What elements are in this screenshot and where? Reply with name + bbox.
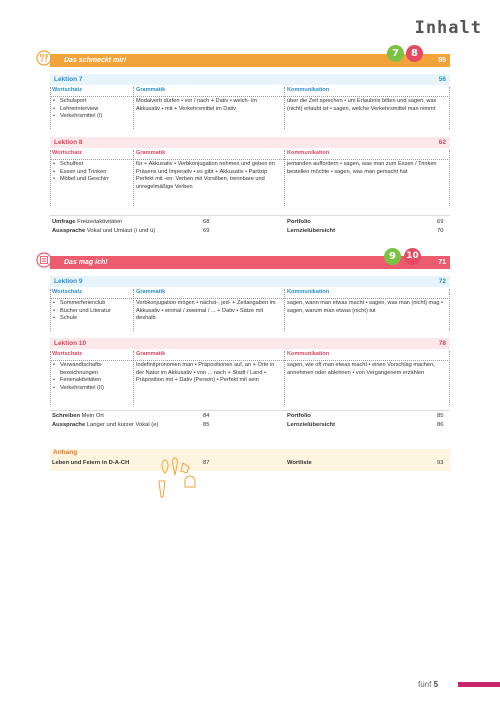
col-header-grammatik: Grammatik: [136, 150, 166, 156]
lektion-page: 72: [438, 278, 446, 285]
col-header-kommunikation: Kommunikation: [287, 87, 330, 93]
col-header-wortschatz: Wortschatz: [52, 289, 83, 295]
anhang-wortliste-label: Wortliste: [287, 460, 312, 466]
lektion-9-table: [50, 289, 450, 331]
list-item: • Essen und Trinken: [52, 169, 132, 177]
grammatik-text: Modalverb dürfen • vor / nach + Dativ • welch- im Akkusativ • mit + Verkehrsmittel im Dativ: [136, 98, 257, 112]
portfolio-page: 69: [437, 219, 444, 225]
list-item: • Schule: [52, 315, 132, 323]
lektion-7-bar: [50, 74, 450, 85]
schreiben-label: Schreiben: [52, 413, 81, 419]
footer-accent-bar: [458, 682, 500, 687]
portfolio-label: Portfolio: [287, 219, 311, 225]
kommunikation-text: sagen, wann man etwas macht • sagen, was man (nicht) mag • sagen, warum man etwas (nicht) tut: [287, 300, 443, 314]
kommunikation-text: über die Zeit sprechen • um Erlaubnis bitten und sagen, was (nicht) erlaubt ist • sagen, welche Verkehrsmittel man nimmt: [287, 98, 437, 112]
lektion-label: Lektion 9: [54, 278, 83, 285]
lektion-label: Lektion 7: [54, 76, 83, 83]
portfolio-page: 85: [437, 413, 444, 419]
lesson-number-badge: 7: [387, 45, 404, 62]
anhang-leben-page: 87: [203, 460, 210, 466]
chapter-1-extras: [50, 219, 450, 239]
col-header-kommunikation: Kommunikation: [287, 150, 330, 156]
list-item: • Schulsport: [52, 98, 132, 106]
lesson-number-badge: 8: [406, 45, 423, 62]
wortschatz-list: [52, 98, 132, 121]
list-item: • Verkehrsmittel (II): [52, 385, 132, 393]
celebration-illustration: [155, 455, 200, 500]
umfrage-label: Umfrage: [52, 219, 76, 225]
wortschatz-list: [52, 362, 132, 392]
lektion-label: Lektion 10: [54, 340, 87, 347]
list-item: • Lehrerinterview: [52, 106, 132, 114]
anhang-leben-label: Leben und Feiern in D-A-CH: [52, 460, 130, 466]
kommunikation-text: sagen, wie oft man etwas macht • einen Vorschlag machen, annehmen oder ablehnen • von Vergangenem erzählen: [287, 362, 435, 376]
col-header-kommunikation: Kommunikation: [287, 289, 330, 295]
col-header-wortschatz: Wortschatz: [52, 351, 83, 357]
lektion-8-table: [50, 150, 450, 206]
lektion-page: 78: [438, 340, 446, 347]
list-item: • Möbel und Geschirr: [52, 176, 132, 184]
umfrage-page: 68: [203, 219, 210, 225]
kommunikation-text: jemanden auffordern • sagen, was man zum Essen / Trinken bestellen möchte • sagen, was man gemacht hat: [287, 161, 437, 175]
grammatik-text: für + Akkusativ • Verbkonjugation nehmen und geben im Präsens und Imperativ • es gibt + Akkusativ • Partizip Perfekt mit -en: Verben mit Vorsilben, trennbare und unregelmäßige Verben: [136, 161, 275, 190]
list-item: • Schulfest: [52, 161, 132, 169]
aussprache-page: 85: [203, 422, 210, 428]
aussprache-label: Aussprache: [52, 228, 86, 234]
lektion-9-bar: [50, 276, 450, 287]
col-header-wortschatz: Wortschatz: [52, 150, 83, 156]
col-header-wortschatz: Wortschatz: [52, 87, 83, 93]
lektion-7-table: [50, 87, 450, 129]
col-header-grammatik: Grammatik: [136, 351, 166, 357]
lektion-page: 56: [438, 76, 446, 83]
page-title: Inhalt: [414, 18, 482, 38]
wortschatz-list: [52, 161, 132, 184]
col-header-kommunikation: Kommunikation: [287, 351, 330, 357]
lektion-10-bar: [50, 338, 450, 349]
lernziel-page: 86: [437, 422, 444, 428]
lesson-number-badge: 9: [384, 248, 401, 265]
anhang-title: Anhang: [53, 449, 78, 456]
grammatik-text: Indefinitpronomen man • Präpositionen auf, an + Orte in der Natur im Akkusativ • von ... nach + Stadt / Land • Präposition mit + Dativ (Person) • Perfekt mit sein: [136, 362, 275, 384]
chapter-page: 55: [438, 57, 446, 64]
page-number: fünf 5: [418, 680, 439, 689]
umfrage-text: Freizeitaktivitäten: [77, 219, 123, 225]
grammatik-text: Verbkonjugation mögen • nächst-, jed- + Zeitangaben im Akkusativ • einmal / zweimal / ... + Dativ • Sätze mit deshalb: [136, 300, 276, 322]
list-item: • Verwandtschafts-bezeichnungen: [52, 362, 132, 377]
chapter-title: Das schmeckt mir!: [64, 57, 127, 64]
aussprache-text: Langer und kurzer Vokal (e): [86, 422, 159, 428]
col-header-grammatik: Grammatik: [136, 289, 166, 295]
lernziel-label: Lernzielübersicht: [287, 228, 335, 234]
aussprache-label: Aussprache: [52, 422, 86, 428]
list-item: • Verkehrsmittel (I): [52, 113, 132, 121]
col-header-grammatik: Grammatik: [136, 87, 166, 93]
lektion-8-bar: [50, 137, 450, 148]
lektion-10-table: [50, 351, 450, 405]
chapter-page: 71: [438, 259, 446, 266]
aussprache-text: Vokal und Umlaut (i und ü): [86, 228, 156, 234]
lektion-label: Lektion 8: [54, 139, 83, 146]
lesson-number-badge: 10: [404, 248, 421, 265]
portfolio-label: Portfolio: [287, 413, 311, 419]
chapter-title: Das mag ich!: [64, 259, 108, 266]
chapter-2-extras: [50, 413, 450, 433]
aussprache-page: 69: [203, 228, 210, 234]
list-item: • Sommerferienclub: [52, 300, 132, 308]
schreiben-page: 84: [203, 413, 210, 419]
list-item: • Bücher und Literatur: [52, 308, 132, 316]
list-item: • Ferienaktivitäten: [52, 377, 132, 385]
anhang-wortliste-page: 93: [437, 460, 444, 466]
lernziel-label: Lernzielübersicht: [287, 422, 335, 428]
lektion-page: 62: [438, 139, 446, 146]
schreiben-text: Mein Ort: [81, 413, 104, 419]
lernziel-page: 70: [437, 228, 444, 234]
wortschatz-list: [52, 300, 132, 323]
